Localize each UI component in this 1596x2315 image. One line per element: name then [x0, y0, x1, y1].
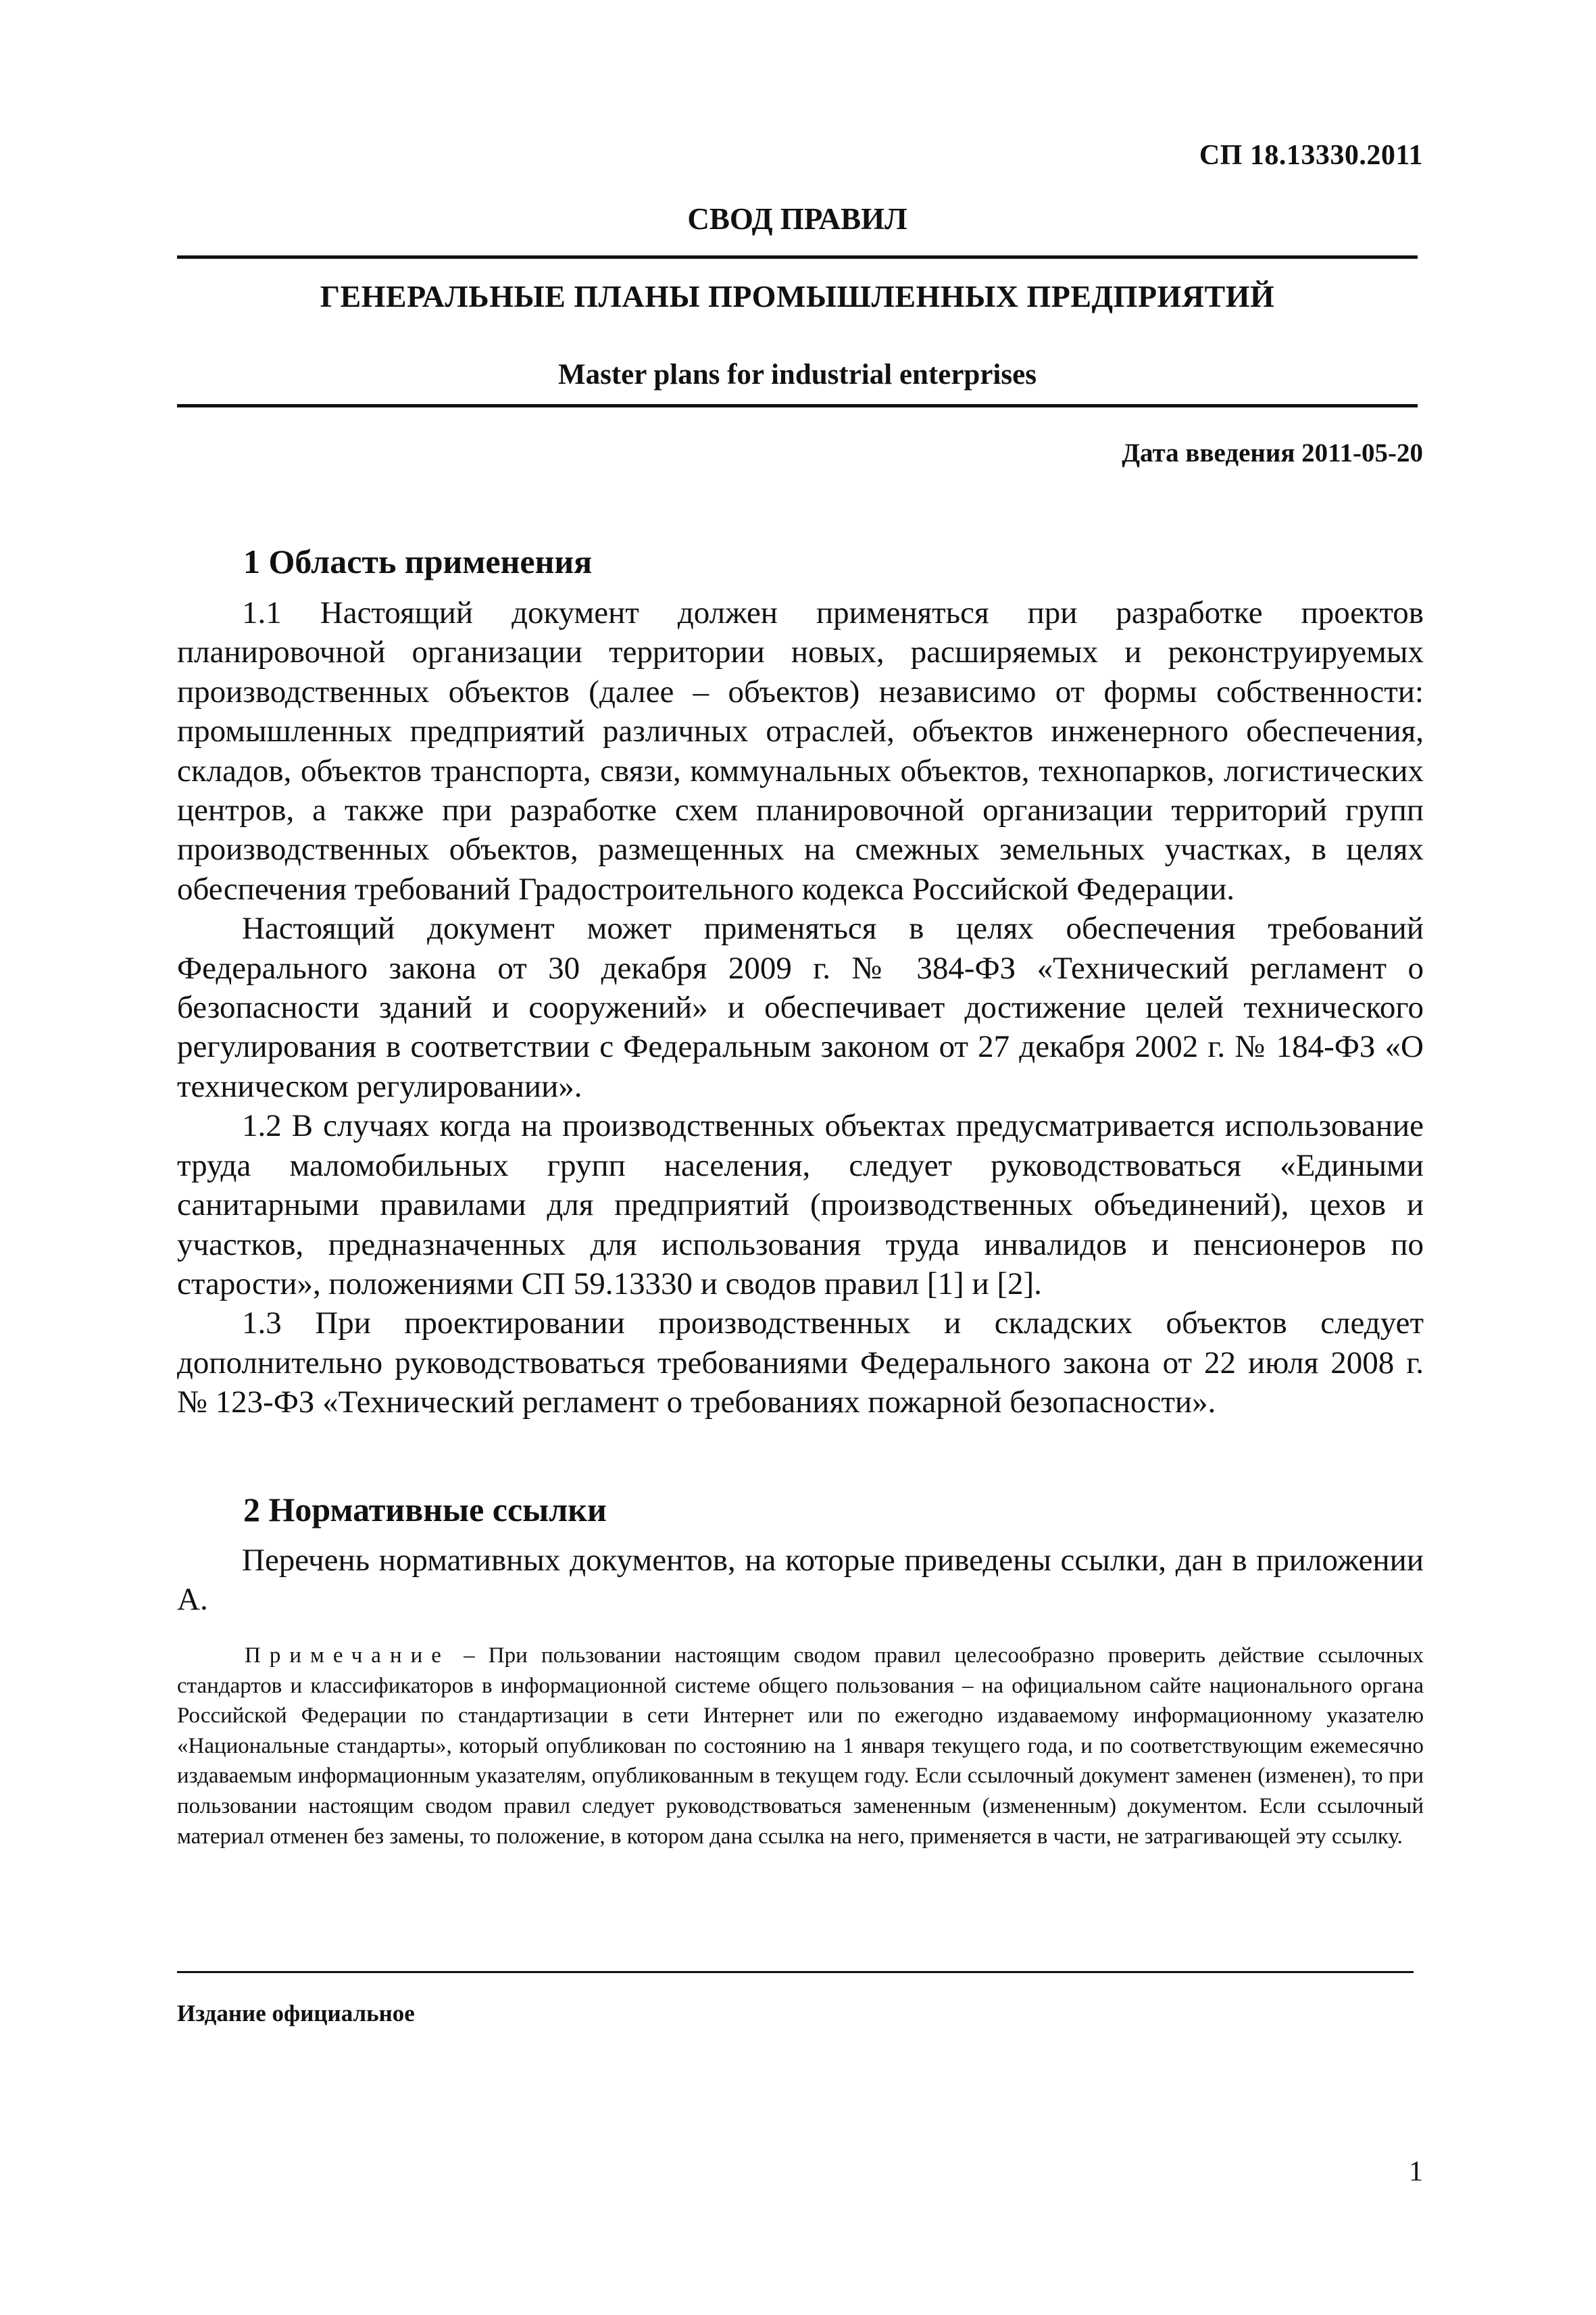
document-type-label: СВОД ПРАВИЛ — [687, 202, 907, 236]
official-edition-label: Издание официальное — [177, 2000, 415, 2026]
paragraph-1-2: 1.2 В случаях когда на производственных объектах предусматривается использование труда маломобильных групп населения, следует руководствоваться «Едиными санитарными правилами для предприятий (производственных объединений), цехов и участков, предназначенных для использования труда инвалидов и пенсионеров по старости», положениями СП 59.13330 и сводов правил [1] и [2]. — [177, 1108, 1424, 1301]
section-1-heading: 1 Область применения — [243, 543, 593, 580]
document-title-english: Master plans for industrial enterprises — [558, 359, 1037, 391]
section-1-body — [177, 593, 1424, 1422]
note-block — [177, 1641, 1424, 1851]
section-2-body — [177, 1541, 1424, 1620]
document-code: СП 18.13330.2011 — [1199, 140, 1423, 171]
footer-rule — [177, 1971, 1414, 1973]
note-paragraph — [177, 1641, 1424, 1851]
document-title: ГЕНЕРАЛЬНЫЕ ПЛАНЫ ПРОМЫШЛЕННЫХ ПРЕДПРИЯТИЙ — [320, 279, 1275, 314]
paragraph-1-1: 1.1 Настоящий документ должен применяться при разработке проектов планировочной организации территории новых, расширяемых и реконструируемых производственных объектов (далее – объектов) независимо от формы собственности: промышленных предприятий различных отраслей, объектов инженерного обеспечения, складов, объектов транспорта, связи, коммунальных объектов, технопарков, логистических центров, а также при разработке схем планировочной организации территорий групп производственных объектов, размещенных на смежных земельных участках, в целях обеспечения требований Градостроительного кодекса Российской Федерации. — [177, 595, 1424, 907]
paragraph-1-3: 1.3 При проектировании производственных и складских объектов следует дополнительно руководствоваться требованиями Федерального закона от 22 июля 2008 г. № 123-ФЗ «Технический регламент о требованиях пожарной безопасности». — [177, 1305, 1424, 1420]
title-rule-bottom — [177, 404, 1418, 407]
page-number: 1 — [1409, 2156, 1423, 2187]
title-rule-top — [177, 255, 1418, 259]
introduction-date: Дата введения 2011-05-20 — [1122, 439, 1423, 468]
note-text: – При пользовании настоящим сводом правил целесообразно проверить действие ссылочных стандартов и классификаторов в информационной системе общего пользования – на официальном сайте национального органа Российской Федерации по стандартизации в сети Интернет или по ежегодно издаваемому информационному указателю «Национальные стандарты», который опубликован по состоянию на 1 января текущего года, и по соответствующим ежемесячно издаваемым информационным указателям, опубликованным в текущем году. Если ссылочный документ заменен (изменен), то при пользовании настоящим сводом правил следует руководствоваться замененным (измененным) документом. Если ссылочный материал отменен без замены, то положение, в котором дана ссылка на него, применяется в части, не затрагивающей эту ссылку. — [177, 1643, 1424, 1849]
note-label: Примечание — [245, 1643, 450, 1668]
paragraph-1-1-continued: Настоящий документ может применяться в целях обеспечения требований Федерального закона от 30 декабря 2009 г. № 384-ФЗ «Технический регламент о безопасности зданий и сооружений» и обеспечивает достижение целей технического регулирования в соответствии с Федеральным законом от 27 декабря 2002 г. № 184-ФЗ «О техническом регулировании». — [177, 911, 1424, 1104]
section-2-heading: 2 Нормативные ссылки — [243, 1491, 607, 1528]
paragraph-2: Перечень нормативных документов, на которые приведены ссылки, дан в приложении А. — [177, 1543, 1424, 1618]
